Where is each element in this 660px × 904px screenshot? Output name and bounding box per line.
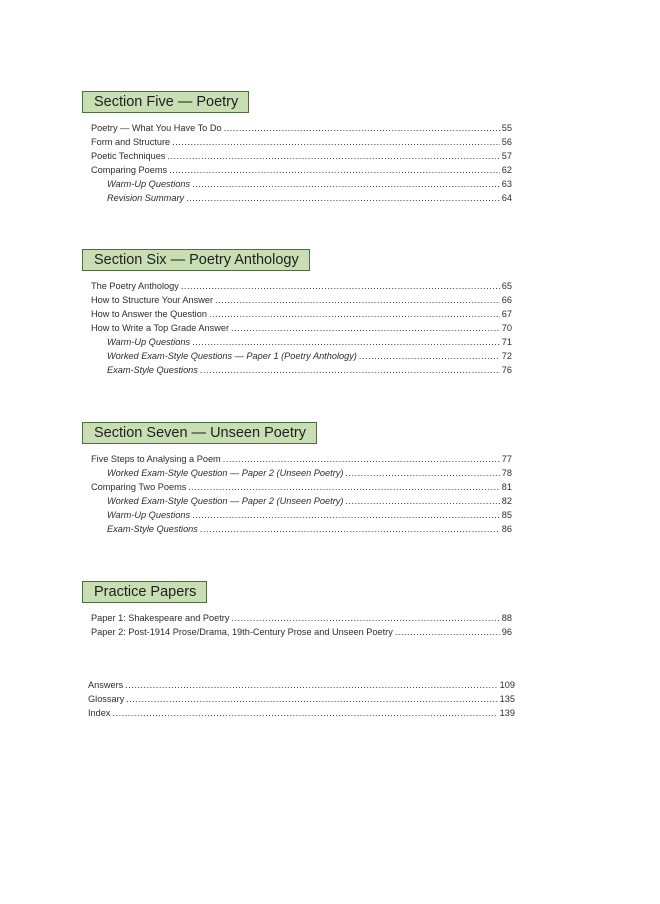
toc-leader-dots [200,363,500,377]
toc-entry[interactable] [91,149,512,163]
toc-leader-dots [192,177,500,191]
toc-page-number: 86 [501,524,512,534]
toc-entry-title: How to Structure Your Answer [91,295,214,305]
toc-entry-title: Warm-Up Questions [107,510,191,520]
toc-entry[interactable] [91,279,512,293]
toc-entry-title: How to Answer the Question [91,309,207,319]
toc-list-practice-papers [91,611,512,639]
toc-leader-dots [200,522,500,536]
toc-entry[interactable] [91,163,512,177]
toc-entry-title: Paper 2: Post-1914 Prose/Drama, 19th-Century Prose and Unseen Poetry [91,627,393,637]
toc-leader-dots [112,706,497,720]
toc-page-number: 82 [501,496,512,506]
toc-entry-title: Exam-Style Questions [107,524,198,534]
toc-entry-title: Comparing Two Poems [91,482,187,492]
toc-leader-dots [209,307,500,321]
toc-entry-title: Worked Exam-Style Questions — Paper 1 (Poetry Anthology) [107,351,357,361]
toc-subentry[interactable] [91,349,512,363]
toc-list-section-five [91,121,512,205]
toc-leader-dots [345,466,499,480]
toc-entry[interactable] [91,480,512,494]
toc-entry-title: Five Steps to Analysing a Poem [91,454,221,464]
toc-subentry[interactable] [91,494,512,508]
toc-page-number: 65 [501,281,512,291]
toc-list-section-six [91,279,512,377]
toc-leader-dots [223,452,500,466]
toc-entry-title: Worked Exam-Style Question — Paper 2 (Unseen Poetry) [107,496,344,506]
toc-subentry[interactable] [91,522,512,536]
toc-page-number: 96 [501,627,512,637]
toc-entry-title: Answers [88,680,124,690]
toc-entry[interactable] [91,611,512,625]
toc-leader-dots [186,191,500,205]
toc-leader-dots [395,625,500,639]
toc-subentry[interactable] [91,466,512,480]
toc-entry[interactable] [91,307,512,321]
toc-page-number: 77 [501,454,512,464]
toc-page-number: 56 [501,137,512,147]
toc-leader-dots [231,321,500,335]
toc-leader-dots [224,121,500,135]
toc-page-number: 57 [501,151,512,161]
toc-leader-dots [359,349,500,363]
toc-entry-title: The Poetry Anthology [91,281,179,291]
toc-leader-dots [125,678,497,692]
toc-entry-title: Glossary [88,694,125,704]
toc-leader-dots [192,335,500,349]
toc-page-number: 139 [499,708,515,718]
section-heading-six: Section Six — Poetry Anthology [82,249,310,271]
toc-leader-dots [188,480,499,494]
toc-entry[interactable] [91,321,512,335]
toc-page-number: 67 [501,309,512,319]
toc-page-number: 55 [501,123,512,133]
toc-entry-title: Warm-Up Questions [107,179,191,189]
toc-subentry[interactable] [91,177,512,191]
toc-entry-title: Poetry — What You Have To Do [91,123,222,133]
toc-page-number: 66 [501,295,512,305]
toc-entry-index[interactable] [88,706,515,720]
toc-entry[interactable] [91,293,512,307]
toc-entry[interactable] [91,625,512,639]
toc-leader-dots [181,279,500,293]
toc-page-number: 76 [501,365,512,375]
toc-entry-title: Revision Summary [107,193,185,203]
toc-leader-dots [126,692,497,706]
toc-entry-title: Exam-Style Questions [107,365,198,375]
toc-page-number: 78 [501,468,512,478]
toc-subentry[interactable] [91,191,512,205]
toc-leader-dots [215,293,500,307]
toc-page-number: 63 [501,179,512,189]
toc-page-number: 71 [501,337,512,347]
toc-entry-title: Poetic Techniques [91,151,166,161]
toc-entry[interactable] [91,452,512,466]
toc-page-number: 81 [501,482,512,492]
toc-entry-title: Form and Structure [91,137,171,147]
toc-leader-dots [192,508,500,522]
toc-page-number: 135 [499,694,515,704]
section-heading-practice-papers: Practice Papers [82,581,207,603]
toc-entry-title: Comparing Poems [91,165,168,175]
toc-entry-title: Paper 1: Shakespeare and Poetry [91,613,230,623]
toc-page-number: 85 [501,510,512,520]
toc-list-section-seven [91,452,512,536]
toc-entry[interactable] [91,121,512,135]
toc-entry-title: Worked Exam-Style Question — Paper 2 (Unseen Poetry) [107,468,344,478]
toc-page-number: 88 [501,613,512,623]
section-heading-five: Section Five — Poetry [82,91,249,113]
toc-subentry[interactable] [91,508,512,522]
toc-subentry[interactable] [91,363,512,377]
toc-entry-title: Index [88,708,111,718]
toc-subentry[interactable] [91,335,512,349]
toc-entry[interactable] [91,135,512,149]
toc-page-number: 70 [501,323,512,333]
toc-page-number: 109 [499,680,515,690]
toc-list-back-matter [88,678,515,720]
toc-entry-glossary[interactable] [88,692,515,706]
toc-page-number: 72 [501,351,512,361]
toc-leader-dots [172,135,500,149]
toc-page-number: 64 [501,193,512,203]
toc-leader-dots [167,149,499,163]
toc-entry-title: How to Write a Top Grade Answer [91,323,230,333]
toc-entry-answers[interactable] [88,678,515,692]
section-heading-seven: Section Seven — Unseen Poetry [82,422,317,444]
toc-leader-dots [169,163,500,177]
toc-leader-dots [345,494,499,508]
toc-entry-title: Warm-Up Questions [107,337,191,347]
toc-page-number: 62 [501,165,512,175]
toc-leader-dots [231,611,499,625]
